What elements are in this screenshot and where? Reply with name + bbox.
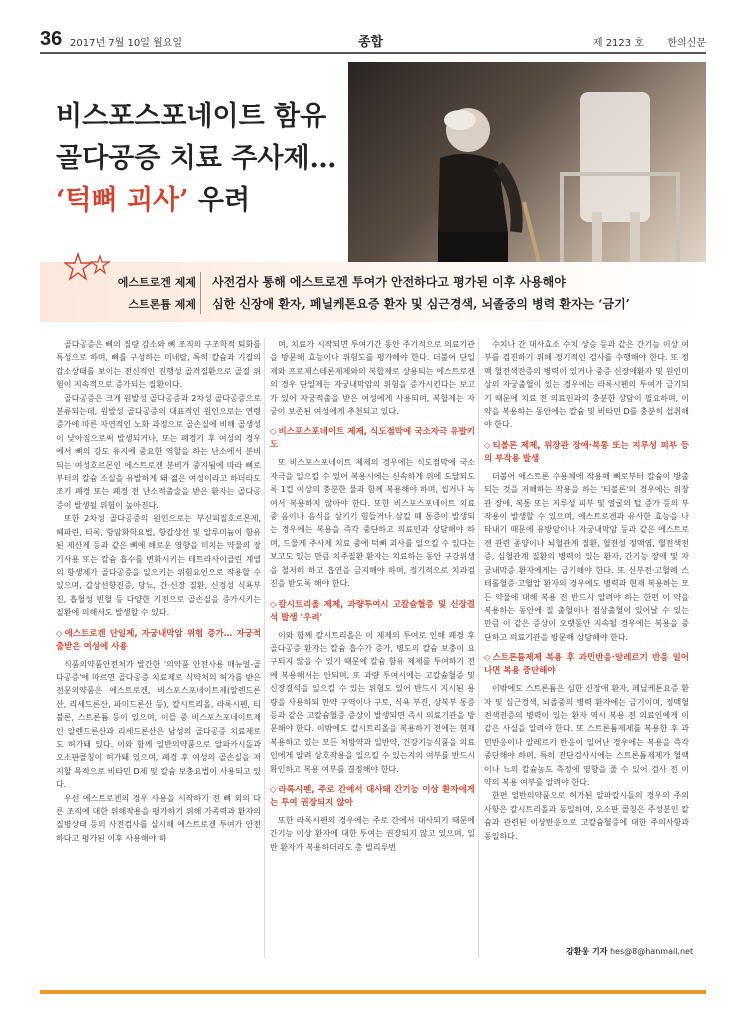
diamond-icon: ◇ xyxy=(56,628,63,639)
subsection-heading xyxy=(56,628,261,654)
article-column-1 xyxy=(56,338,261,978)
page-number: 36 xyxy=(40,28,63,50)
subsection-heading xyxy=(270,426,475,452)
article-paragraph: 또한 2차성 골다공증의 원인으로는 부신피질호르몬제, 헤파린, 티록, 항암화학요법, 항갑상선 및 알루미늄이 함유된 제산제 등과 같은 뼈에 해로운 영향을 미치는 약물의 장기사용 또는 칼슘 흡수를 변화시키는 테트라사이클린 계열의 항생제가 골다공증을 일으키는 위험요인으로 작용할 수 있으며, 갑상선항진증, 당뇨, 간·신장 질환, 신경성 식욕부진, 흡혈성 빈혈 등 다양한 기전으로 골손실을 증가시키는 질환에 의해서도 발생할 수 있다. xyxy=(56,514,261,618)
column-divider xyxy=(478,338,479,958)
article-paragraph: 더불어 에스트론 수용체에 작용해 뼈로부터 칼슘이 방출되는 것을 저해하는 작용을 하는 '티볼론'의 경우에는 위장관 장애, 복통 또는 지루성 피부 및 얼굴의 털 증가 등의 부작용이 발생할 수 있으며, 에스트로겐과 유사한 효능을 나타내기 때문에 유방암이나 자궁내막암 등과 같은 에스트로겐 관련 종양이나 뇌혈관계 질환, 혈전성 정맥염, 혈전색전증, 심혈관계 질환의 병력이 있는 환자, 간기능 장애 및 자궁내막증 환자에게는 금기해야 한다. 또 신부전·고혈례 스테롤혈증·고혈압 환자의 경우에도 병력과 현재 복용하는 모든 약물에 대해 복용 전 반드시 알려야 하는 한편 이 약을 복용하는 동안에 질 출혈이나 점상출혈이 있어날 수 있는 만큼 이 같은 증상이 오랫동안 지속될 경우에는 복용을 중단하고 의료기관을 방문해 상담해야 한다. xyxy=(484,471,689,642)
article-paragraph: 며, 치료가 시작되면 투여기간 동안 주기적으로 의료기관을 방문해 효능이나 위험도를 평가해야 한다. 더불어 단일제와 프로제스테론제제와의 복합제로 상용되는 에스트로겐의 경우 단일제는 자궁내막암의 위험을 증가시킨다는 보고가 있어 자궁적출을 받은 여성에게 사용되며, 복합제는 자궁이 보존된 여성에게 추천되고 있다. xyxy=(270,340,475,417)
article-photo xyxy=(348,62,706,282)
subsection-heading xyxy=(270,599,475,625)
subsection-heading-text: 티볼론 제제, 위장관 장애·복통 또는 지루성 피부 등의 부작용 발생 xyxy=(484,440,689,464)
article-paragraph: 또 비스포스포네이트 제제의 경우에는 식도점막에 국소자극을 일으킬 수 있어 복용시에는 신속하게 위에 도달되도록 1컵 이상의 충분한 물과 함께 복용해야 하며, 씹거나 녹여서 복용하지 않아야 한다. 또한 비스포스포네이트 치료 중 음이나 음식을 삼키기 힘들거나 삼킬 때 통증이 발생되는 경우에는 복용을 즉각 중단하고 의료인과 상담해야 하며, 드물게 주사제 치료 중에 턱뼈 괴사를 일으킬 수 있다는 보고도 있는 만큼 치주질환 환자는 치료하는 동안 구강위생을 철저히 하고 흡연을 금지해야 하며, 정기적으로 치과검진을 받도록 해야 한다. xyxy=(270,458,475,589)
headline-line-3-rest: 우려 xyxy=(188,185,251,216)
article-paragraph: 우선 에스트로겐의 경우 사용을 시작하기 전 뼈 외의 다른 조직에 대한 위해작용을 평가하기 위해 가족력과 환자의 질병상태 등의 사전검사를 실시해 에스트로겐 투여가 안전하다고 평가된 이후 사용해야 하 xyxy=(56,793,261,843)
article-paragraph: 골다공증은 크게 원발성 골다공증과 2차성 골다공증으로 분류되는데, 원발성 골다공증의 대표적인 원인으로는 연령 증가에 따른 자연적인 노화 과정으로 골손실에 비해 골생성이 낮아짐으로써 발생되거나, 또는 폐경기 후 여성의 경우에서 뼈의 강도 유지에 중요한 역할을 하는 난소에서 분비되는 여성호르몬인 에스트로겐 분비가 중지됨에 따라 뼈로부터의 칼슘 소실을 유발하게 돼 젊은 여성이라고 하더라도 조기 폐경 또는 폐경 전 난소적출술을 받은 환자는 골다공증이 발생될 위험이 높아진다. xyxy=(56,393,261,510)
reporter-name: 강환웅 기자 xyxy=(566,947,608,956)
section-name: 종합 xyxy=(358,35,384,50)
article-paragraph: 한편 일반의약품으로 허가된 알파칼시돌의 경우의 주의사항은 칼시트리올과 동일하며, 오소판 콜칭은 주성분인 칼슘과 관련된 이상반응으로 고칼슘혈증에 대한 주의사항과 동일하다. xyxy=(484,791,689,841)
issue-date: 2017년 7월 10일 월요일 xyxy=(70,38,183,49)
subsection-heading-text: 라록시펜, 주로 간에서 대사돼 간기능 이상 환자에게는 투여 권장되지 않아 xyxy=(270,784,475,808)
subsection-heading xyxy=(270,784,475,810)
diamond-icon: ◇ xyxy=(270,784,277,795)
subsection-heading xyxy=(484,652,689,678)
footer-rule xyxy=(40,990,706,994)
elderly-walking-photo xyxy=(348,62,706,282)
subheadline-background xyxy=(40,262,706,322)
tag-strontium: 스트론튬 제제 xyxy=(128,298,196,311)
article-column-2 xyxy=(270,338,475,978)
page-header xyxy=(40,28,706,56)
reporter-email: hes@8@hanmail.net xyxy=(609,947,694,956)
subhead-divider xyxy=(200,272,201,314)
diamond-icon: ◇ xyxy=(484,653,491,664)
subheadline-2: 심한 신장애 환자, 페닐케톤요증 환자 및 심근경색, 뇌졸중의 병력 환자는 ‘금기’ xyxy=(212,297,630,311)
diamond-icon: ◇ xyxy=(484,440,491,451)
headline xyxy=(56,96,337,222)
subsection-heading-text: 비스포스포네이트 제제, 식도점막에 국소자극 유발키도 xyxy=(270,427,475,451)
article-paragraph: 이밖에도 스트론튬은 심한 신장애 환자, 페닐케톤요증 환자 및 심근경색, 뇌졸중의 병력 환자에는 금기이며, 정맥혈전색전증의 병력이 있는 환자 역시 복용 전 의료인에게 이 같은 사실을 알려야 한다. 또 스트론튬제제를 복용한 후 과민반응이나 알레르기 반응이 일어난 경우에는 복용을 즉각 중단해야 하며, 특히 진단검사시에는 스트론튬제제가 혈액이나 뇨의 칼슘농도 측정에 영향을 줄 수 있어 검사 전 이 약의 복용 여부를 알려야 한다. xyxy=(484,684,689,787)
article-paragraph: 또한 라록시펜의 경우에는 주로 간에서 대사되기 때문에 간기능 이상 환자에 대한 투여는 권장되지 않고 있으며, 일반 환자가 복용하더라도 총 빌리루빈 xyxy=(270,815,475,852)
diamond-icon: ◇ xyxy=(270,599,277,610)
headline-accent: ‘턱뼈 괴사’ xyxy=(56,185,189,216)
article-column-3 xyxy=(484,338,689,958)
diamond-icon: ◇ xyxy=(270,427,277,438)
tag-estrogen: 에스트로겐 제제 xyxy=(117,276,196,289)
subheadline-box xyxy=(40,252,706,326)
issue-number: 제 2123 호 xyxy=(592,38,644,49)
headline-line-2: 골다공증 치료 주사제… xyxy=(56,143,337,174)
column-divider xyxy=(264,338,265,958)
headline-line-3 xyxy=(56,180,337,222)
byline xyxy=(566,946,693,957)
article-paragraph: 수치나 간 대사효소 수치 상승 등과 같은 간기능 이상 여부를 검진하기 위해 정기적인 검사를 수행해야 한다. 또 정맥 혈전색전증의 병력이 있거나 중증 신장애환자 및 원인미상의 자궁출혈이 있는 경우에는 라록시펜의 투여가 금기되기 때문에 치료 전 의료인과의 충분한 상담이 필요하며, 이 약을 복용하는 동안에는 칼슘 및 비타민 D를 충분히 섭취해야 한다. xyxy=(484,340,689,430)
newspaper-name: 한의신문 xyxy=(667,38,706,49)
article-paragraph: 식품의약품안전처가 발간한 '의약품 안전사용 매뉴얼-골다공증'에 따르면 골다공증 치료제로 식약처의 허가를 받은 전문의약품은 에스트로겐, 비스포스포네이트제(알렌드론산, 리세드론산, 파미드론산 등), 칼시트리올, 라록시펜, 티불론, 스트론튬 등이 있으며, 이들 중 비스포스포네이트제인 알렌드론산과 리세드론산은 남성의 골다공증 치료제로도 허가돼 있다. 이와 함께 일반의약품으로 알파카시돌과 오소판콜칭이 허가돼 있으며, 폐경 후 여성의 골손실을 저지할 목적으로 비타민 D제 및 칼슘 보충요법이 사용되고 있다. xyxy=(56,659,261,790)
subheadline-1: 사전검사 통해 에스트로겐 투여가 안전하다고 평가된 이후 사용해야 xyxy=(212,275,566,289)
subsection-heading xyxy=(484,440,689,466)
subsection-heading-text: 스트론튬제제 복용 후 과민반응·알레르기 반응 일어나면 복용 중단해야 xyxy=(484,653,689,677)
article-paragraph: 이와 함께 칼시트리올은 이 제제의 투여로 인해 폐경 후 골다공증 환자는 칼슘 흡수가 증가, 병도의 칼슘 보충이 요구되지 않을 수 있기 때문에 칼슘 함유 제제를 투여하기 전에 복용해서는 안되며, 또 과량 투여시에는 고칼슘혈증 및 신장결석을 일으킬 수 있는 위험도 있어 반드시 지시된 용량을 사용하되 만약 구역이나 구토, 식욕 부진, 상복부 통증 등과 같은 고칼슘혈증 증상이 발생되면 즉시 의료기관을 방문해야 한다. 이밖에도 칼시트리올을 복용하기 전에는 현재 복용하고 있는 모든 처방약과 일반약, 건강기능식품을 의료인에게 알려 상호작용을 일으킬 수 있는지의 여부를 반드시 확인하고 복용 여부를 결정해야 한다. xyxy=(270,630,475,774)
headline-line-1: 비스포스포네이트 함유 xyxy=(56,101,327,132)
subsection-heading-text: 칼시트리올 제제, 과량투여시 고칼슘혈증 및 신장결석 발생 '우려' xyxy=(270,599,475,623)
header-rule xyxy=(40,52,706,54)
subsection-heading-text: 에스트로겐 단일제, 자궁내막암 위험 증가… 자궁적출받은 여성에 사용 xyxy=(56,628,261,652)
article-paragraph: 골다공증은 뼈의 질량 감소와 뼈 조직의 구조학적 퇴화를 특성으로 하며, 뼈를 구성하는 미네랄, 특히 칼슘과 기질의 감소상태를 보이는 전신적인 진행성 골격질환으로 골절 위험이 지속적으로 증가되는 질환이다. xyxy=(56,340,261,390)
